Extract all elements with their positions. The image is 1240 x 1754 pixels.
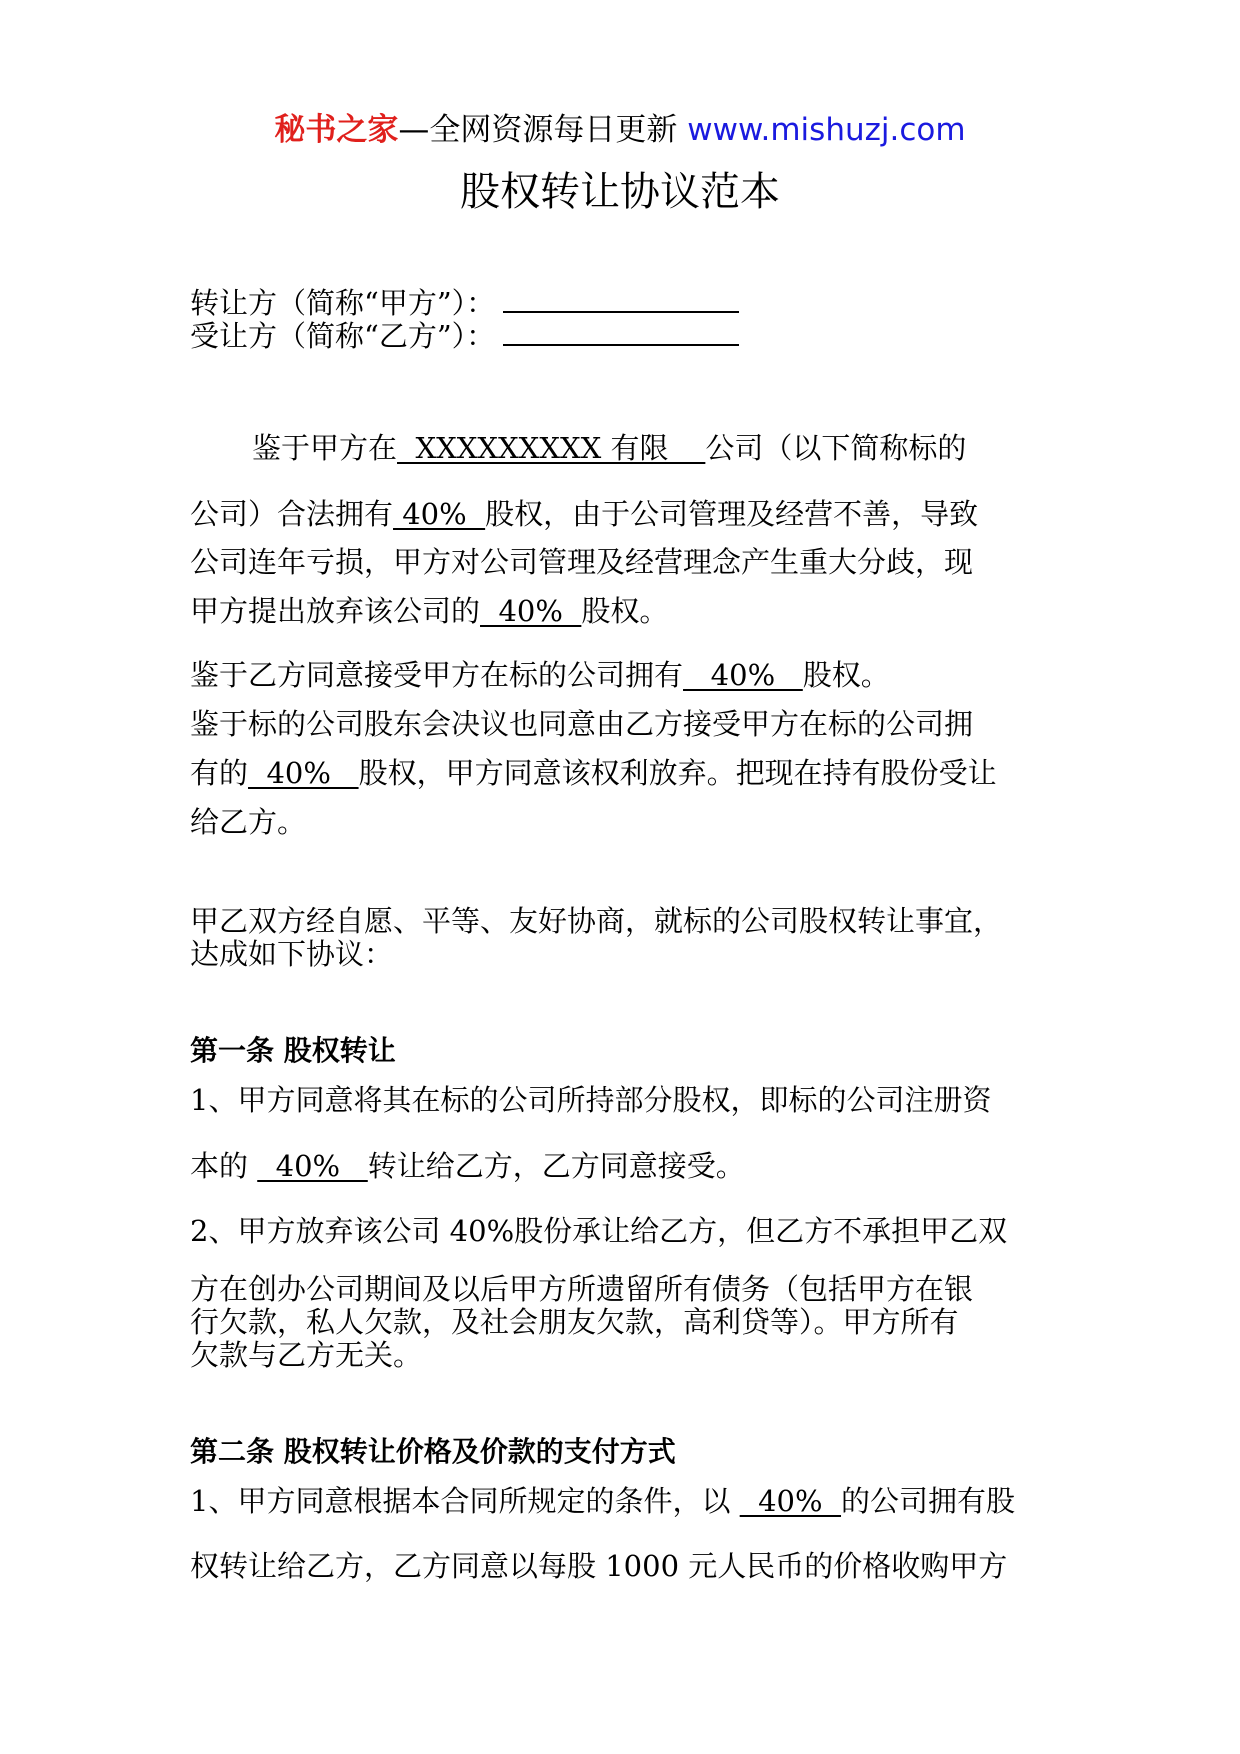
article1-clause1-line1: 1、甲方同意将其在标的公司所持部分股权，即标的公司注册资 bbox=[190, 1083, 992, 1117]
equity-percent-field: 40% bbox=[739, 1484, 842, 1518]
equity-percent-field: 40% bbox=[480, 594, 582, 628]
recital3-line2 bbox=[190, 757, 997, 789]
recital3-text: 有的 bbox=[190, 756, 249, 790]
recital1-text: 甲方提出放弃该公司的 bbox=[190, 594, 481, 628]
transferor-line bbox=[190, 287, 739, 319]
site-brand: 秘书之家 bbox=[274, 112, 399, 148]
recital2-line bbox=[190, 659, 890, 691]
article1-text: 转让给乙方，乙方同意接受。 bbox=[367, 1149, 745, 1183]
article1-clause2-line3: 行欠款，私人欠款，及社会朋友欠款，高利贷等）。甲方所有 bbox=[190, 1305, 959, 1339]
recital1-line2 bbox=[190, 498, 978, 530]
recital1-line4 bbox=[190, 595, 668, 627]
article1-clause2-line2: 方在创办公司期间及以后甲方所遗留所有债务（包括甲方在银 bbox=[190, 1272, 974, 1306]
article1-clause2-line4: 欠款与乙方无关。 bbox=[190, 1338, 423, 1372]
recital2-text: 股权。 bbox=[802, 658, 890, 692]
site-url-link[interactable]: www.mishuzj.com bbox=[687, 112, 966, 148]
preamble-line1: 甲乙双方经自愿、平等、友好协商，就标的公司股权转让事宜， bbox=[190, 904, 1003, 938]
transferor-label: 转让方（简称“甲方”）： bbox=[190, 286, 496, 320]
article2-text: 的公司拥有股 bbox=[841, 1484, 1016, 1518]
recital1-text: 股权，由于公司管理及经营不善，导致 bbox=[485, 497, 979, 531]
recital3-line1: 鉴于标的公司股东会决议也同意由乙方接受甲方在标的公司拥 bbox=[190, 707, 974, 741]
article1-clause1-line2 bbox=[190, 1150, 745, 1182]
equity-percent-field: 40% bbox=[683, 658, 803, 692]
transferor-blank-field[interactable] bbox=[503, 293, 739, 313]
article2-text: 1、甲方同意根据本合同所规定的条件，以 bbox=[190, 1484, 740, 1518]
recital1-line3: 公司连年亏损，甲方对公司管理及经营理念产生重大分歧，现 bbox=[190, 545, 974, 579]
recital1-text: 公司）合法拥有 bbox=[190, 497, 394, 531]
recital1-text: 股权。 bbox=[581, 594, 669, 628]
document-title: 股权转让协议范本 bbox=[460, 169, 780, 215]
recital2-text: 鉴于乙方同意接受甲方在标的公司拥有 bbox=[190, 658, 684, 692]
header-tagline: —全网资源每日更新 bbox=[398, 112, 688, 148]
recital1-line1 bbox=[252, 432, 966, 464]
recital3-text: 股权，甲方同意该权利放弃。把现在持有股份受让 bbox=[358, 756, 997, 790]
article1-heading: 第一条 股权转让 bbox=[190, 1034, 396, 1067]
preamble-line2: 达成如下协议： bbox=[190, 937, 394, 971]
company-name-field: XXXXXXXXX 有限 bbox=[397, 431, 706, 465]
equity-percent-field: 40% bbox=[257, 1149, 368, 1183]
article2-clause1-line1 bbox=[190, 1485, 1015, 1517]
recital1-text: 公司（以下简称标的 bbox=[705, 431, 967, 465]
transferee-blank-field[interactable] bbox=[503, 326, 739, 346]
article1-text: 本的 bbox=[190, 1149, 258, 1183]
article1-clause2-line1: 2、甲方放弃该公司 40%股份承让给乙方，但乙方不承担甲乙双 bbox=[190, 1214, 1008, 1248]
recital1-text: 鉴于甲方在 bbox=[252, 431, 398, 465]
recital3-line3: 给乙方。 bbox=[190, 805, 307, 839]
transferee-line bbox=[190, 320, 739, 352]
equity-percent-field: 40% bbox=[248, 756, 359, 790]
equity-percent-field: 40% bbox=[393, 497, 486, 531]
site-header bbox=[0, 104, 1240, 149]
article2-heading: 第二条 股权转让价格及价款的支付方式 bbox=[190, 1435, 676, 1468]
article2-clause1-line2: 权转让给乙方，乙方同意以每股 1000 元人民币的价格收购甲方 bbox=[190, 1549, 1008, 1583]
transferee-label: 受让方（简称“乙方”）： bbox=[190, 319, 496, 353]
